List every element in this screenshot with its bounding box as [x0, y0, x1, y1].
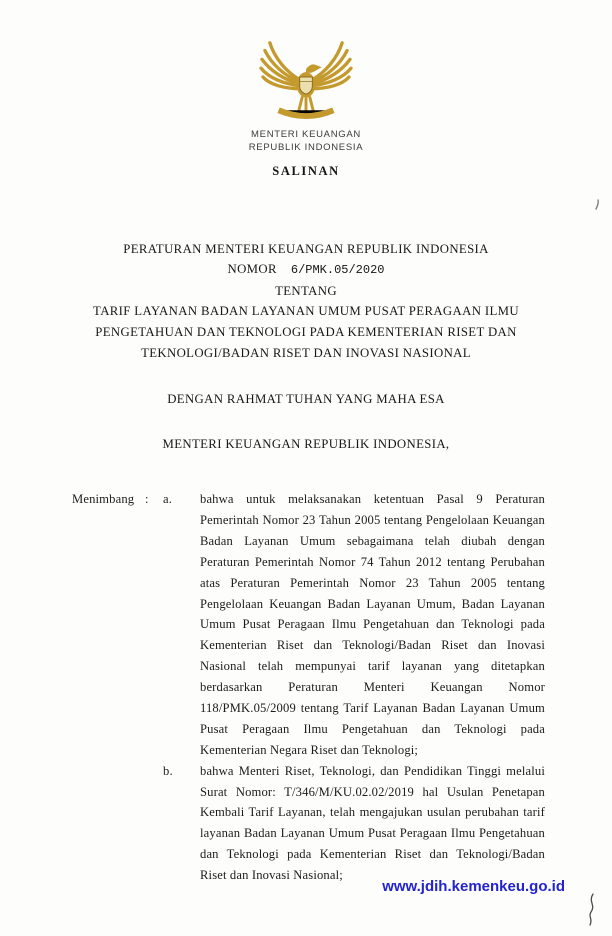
title-block — [0, 239, 612, 455]
item-letter: a. — [163, 492, 173, 507]
invocation-line: DENGAN RAHMAT TUHAN YANG MAHA ESA — [167, 391, 445, 406]
consideration-item-b — [163, 761, 545, 886]
item-text: bahwa Menteri Riset, Teknologi, dan Pendidikan Tinggi melalui Surat Nomor: T/346/M/KU.02.02/2019 hal Usulan Penetapan Kembali Tarif Layanan, telah mengajukan usulan perubahan tarif layanan Badan Layanan Umum Pusat Peragaan Ilmu Pengetahuan dan Teknologi pada Kementerian Riset dan Teknologi/Badan Riset dan Inovasi Nasional; — [200, 763, 545, 883]
regulation-subject: TARIF LAYANAN BADAN LAYANAN UMUM PUSAT PERAGAAN ILMU PENGETAHUAN DAN TEKNOLOGI PADA KEMENTERIAN RISET DAN TEKNOLOGI/BADAN RISET DAN INOVASI NASIONAL — [93, 304, 519, 360]
regulation-title: PERATURAN MENTERI KEUANGAN REPUBLIK INDONESIA — [123, 241, 489, 256]
garuda-pancasila-emblem-icon — [257, 33, 355, 126]
item-letter: b. — [163, 763, 173, 778]
consideration-item-a — [163, 489, 545, 761]
nomor-line — [0, 259, 612, 280]
salinan-label: SALINAN — [272, 163, 340, 178]
nomor-value: 6/PMK.05/2020 — [290, 263, 385, 278]
jdih-watermark-link: www.jdih.kemenkeu.go.id — [382, 878, 565, 895]
tentang-label: TENTANG — [275, 283, 337, 298]
considerations-section — [0, 489, 612, 886]
authority-line: MENTERI KEUANGAN REPUBLIK INDONESIA, — [162, 437, 450, 452]
scan-speck-mark — [594, 198, 602, 216]
menimbang-label: Menimbang — [72, 492, 135, 507]
ministry-country: REPUBLIK INDONESIA — [248, 142, 364, 154]
item-text: bahwa untuk melaksanakan ketentuan Pasal 9 Peraturan Pemerintah Nomor 23 Tahun 2005 tentang Pengelolaan Keuangan Badan Layanan Umum sebagaimana telah diubah dengan Peraturan Pemerintah Nomor 74 Tahun 2012 tentang Perubahan atas Peraturan Pemerintah Nomor 23 Tahun 2005 tentang Pengelolaan Keuangan Badan Layanan Umum, Badan Layanan Umum Pusat Peragaan Ilmu Pengetahuan dan Teknologi pada Kementerian Riset dan Teknologi/Badan Riset dan Inovasi Nasional telah mempunyai tarif layanan yang ditetapkan berdasarkan Peraturan Menteri Keuangan Nomor 118/PMK.05/2009 tentang Tarif Layanan Badan Layanan Umum Pusat Peragaan Ilmu Pengetahuan dan Teknologi pada Kementerian Negara Riset dan Teknologi; — [200, 492, 545, 757]
letterhead — [0, 0, 612, 179]
menimbang-colon: : — [145, 492, 149, 507]
ministry-name: MENTERI KEUANGAN — [251, 129, 361, 140]
nomor-label: NOMOR — [227, 262, 277, 277]
paraph-mark — [584, 893, 600, 932]
